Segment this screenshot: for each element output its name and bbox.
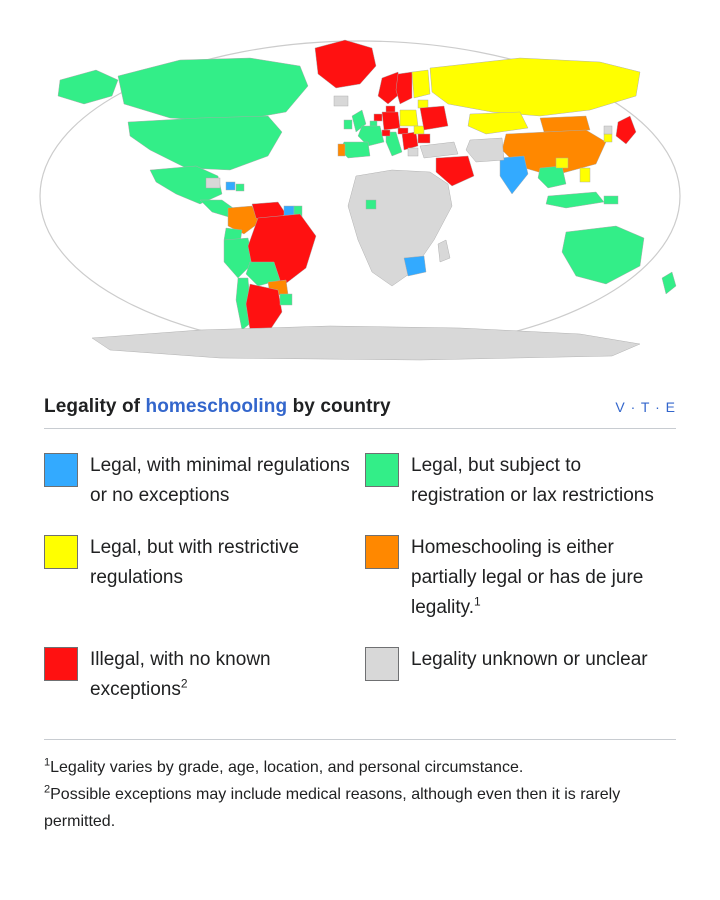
- homeschooling-link[interactable]: homeschooling: [145, 396, 288, 417]
- country-ireland: [344, 120, 352, 129]
- country-papua-new-guinea: [604, 196, 618, 204]
- country-romania: [418, 134, 430, 143]
- country-philippines: [580, 168, 590, 182]
- country-alaska: [58, 70, 118, 104]
- legend-footnote-marker-1[interactable]: 1: [474, 594, 481, 609]
- footnote-2: [44, 781, 676, 835]
- map-legend: [44, 451, 676, 705]
- footnote-2-marker: 2: [44, 783, 51, 796]
- legend-swatch-grey: [365, 647, 399, 681]
- legend-swatch-green: [365, 453, 399, 487]
- legend-text-partially-legal: Homeschooling is either partially legal or has de jure legality.: [411, 537, 644, 618]
- country-germany: [382, 112, 400, 130]
- legend-swatch-red: [44, 647, 78, 681]
- country-poland: [400, 110, 418, 126]
- world-map: [0, 0, 720, 388]
- country-ukraine: [420, 106, 448, 130]
- legend-item-legal-registration: [365, 451, 676, 511]
- country-finland: [412, 70, 430, 98]
- map-caption: [44, 396, 676, 429]
- footnote-1-marker: 1: [44, 756, 51, 769]
- legend-label-legal-minimal: Legal, with minimal regulations or no exceptions: [90, 455, 350, 506]
- legend-label-partially-legal: [411, 533, 676, 623]
- caption-title-prefix: Legality of: [44, 396, 146, 417]
- country-uruguay: [280, 294, 292, 305]
- legend-item-unknown: [365, 645, 676, 705]
- country-portugal: [338, 144, 345, 156]
- country-iceland: [334, 96, 348, 106]
- world-map-svg: [0, 0, 720, 388]
- legend-label-legal-registration: Legal, but subject to registration or lax restrictions: [411, 455, 654, 506]
- legend-text-illegal: Illegal, with no known exceptions: [90, 649, 271, 700]
- footnote-2-text: Possible exceptions may include medical reasons, although even then it is rarely permitted.: [44, 786, 621, 830]
- footnotes: [44, 739, 676, 835]
- country-myanmar-thailand: [556, 158, 568, 168]
- legend-item-partially-legal: [365, 533, 676, 623]
- country-netherlands: [374, 114, 382, 121]
- country-sweden: [396, 72, 412, 104]
- country-south-korea: [604, 134, 612, 142]
- legend-swatch-orange: [365, 535, 399, 569]
- country-ghana: [366, 200, 376, 209]
- view-talk-edit-links[interactable]: V · T · E: [615, 399, 676, 415]
- country-caribbean-blue: [226, 182, 235, 190]
- legend-label-unknown: Legality unknown or unclear: [411, 649, 648, 670]
- country-switzerland: [382, 130, 390, 136]
- legend-item-legal-minimal: [44, 451, 355, 511]
- country-austria: [398, 128, 408, 134]
- legend-item-illegal: [44, 645, 355, 705]
- caption-title: [44, 396, 391, 418]
- legend-label-illegal: [90, 645, 355, 705]
- country-new-zealand: [662, 272, 676, 294]
- legend-item-legal-restrictive: [44, 533, 355, 623]
- caption-title-suffix: by country: [287, 396, 391, 417]
- footnote-1: [44, 754, 676, 781]
- country-north-korea: [604, 126, 612, 134]
- continent-antarctica: [92, 326, 640, 360]
- footnote-1-text: Legality varies by grade, age, location, and personal circumstance.: [50, 759, 524, 776]
- legend-label-legal-restrictive: Legal, but with restrictive regulations: [90, 537, 300, 588]
- country-cuba: [206, 178, 220, 188]
- country-hungary: [414, 126, 424, 134]
- country-greece: [408, 148, 418, 156]
- legend-swatch-blue: [44, 453, 78, 487]
- legend-footnote-marker-2[interactable]: 2: [180, 676, 188, 691]
- country-mongolia: [540, 116, 590, 132]
- country-baltic-states: [418, 100, 428, 108]
- country-caribbean-green: [236, 184, 244, 191]
- legend-swatch-yellow: [44, 535, 78, 569]
